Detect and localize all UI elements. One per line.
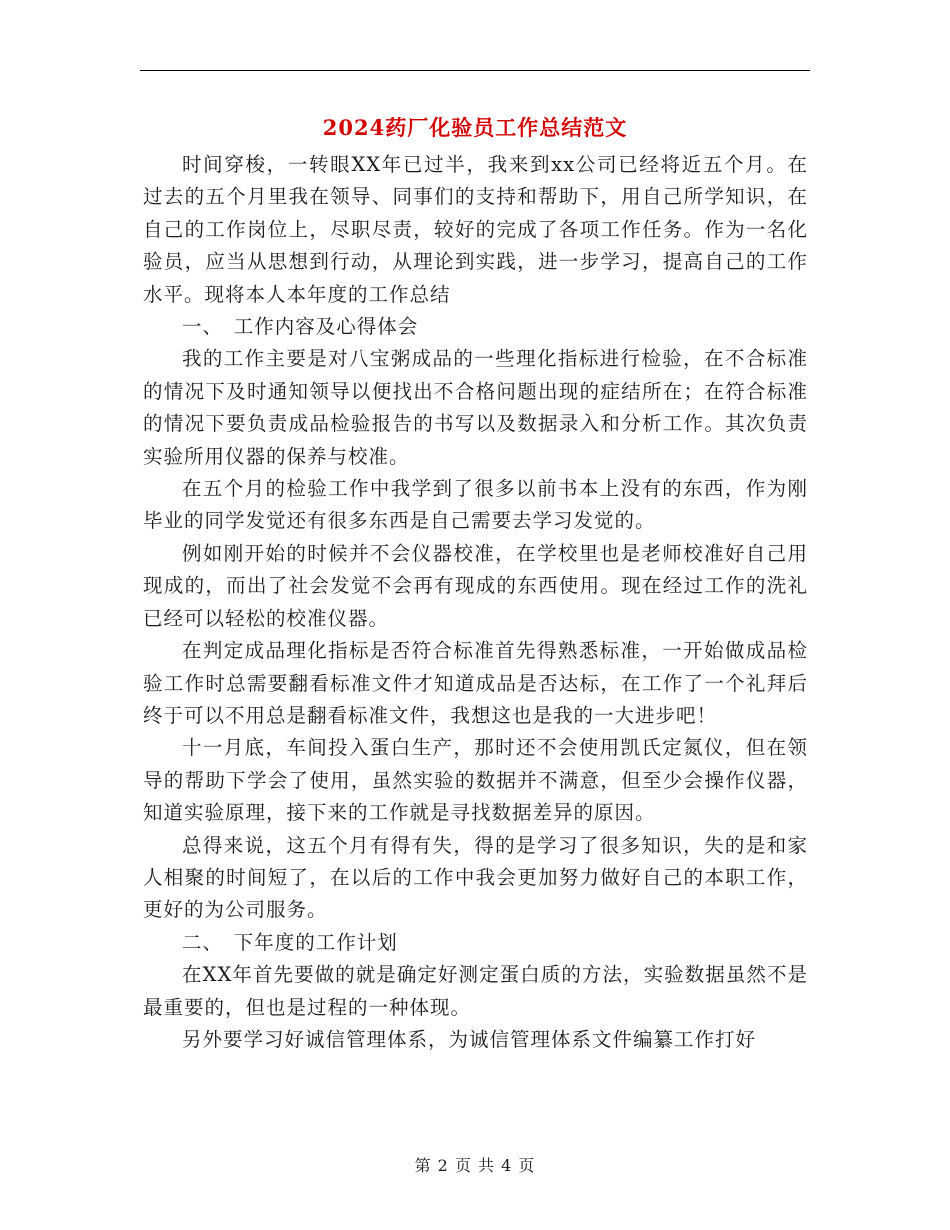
paragraph: 总得来说，这五个月有得有失，得的是学习了很多知识，失的是和家人相聚的时间短了，在以后的工作中我会更加努力做好自己的本职工作，更好的为公司服务。 [143,833,808,922]
paragraph: 我的工作主要是对八宝粥成品的一些理化指标进行检验，在不合标准的情况下及时通知领导以便找出不合格问题出现的症结所在；在符合标准的情况下要负责成品检验报告的书写以及数据录入和分析工作。其次负责实验所用仪器的保养与校准。 [143,347,808,468]
paragraph: 例如刚开始的时候并不会仪器校准，在学校里也是老师校准好自己用现成的，而出了社会发觉不会再有现成的东西使用。现在经过工作的洗礼已经可以轻松的校准仪器。 [143,541,808,630]
paragraph: 时间穿梭，一转眼XX年已过半，我来到xx公司已经将近五个月。在过去的五个月里我在领导、同事们的支持和帮助下，用自己所学知识，在自己的工作岗位上，尽职尽责，较好的完成了各项工作任务。作为一名化验员，应当从思想到行动，从理论到实践，进一步学习，提高自己的工作水平。现将本人本年度的工作总结 [143,153,808,306]
header-rule [140,70,810,71]
page-number-footer: 第 2 页 共 4 页 [414,1156,536,1175]
section-heading-2: 二、 下年度的工作计划 [182,930,398,954]
section-heading-1: 一、 工作内容及心得体会 [182,315,419,339]
paragraph: 另外要学习好诚信管理体系，为诚信管理体系文件编纂工作打好 [182,1027,757,1051]
document-body [143,149,808,1056]
paragraph: 在五个月的检验工作中我学到了很多以前书本上没有的东西，作为刚毕业的同学发觉还有很多东西是自己需要去学习发觉的。 [143,477,808,533]
paragraph: 在判定成品理化指标是否符合标准首先得熟悉标准，一开始做成品检验工作时总需要翻看标准文件才知道成品是否达标，在工作了一个礼拜后终于可以不用总是翻看标准文件，我想这也是我的一大进步吧！ [143,639,808,727]
document-title: 2024药厂化验员工作总结范文 [322,115,628,140]
paragraph: 在XX年首先要做的就是确定好测定蛋白质的方法，实验数据虽然不是最重要的，但也是过程的一种体现。 [143,963,808,1019]
paragraph: 十一月底，车间投入蛋白生产，那时还不会使用凯氏定氮仪，但在领导的帮助下学会了使用，虽然实验的数据并不满意，但至少会操作仪器，知道实验原理，接下来的工作就是寻找数据差异的原因。 [143,736,808,825]
